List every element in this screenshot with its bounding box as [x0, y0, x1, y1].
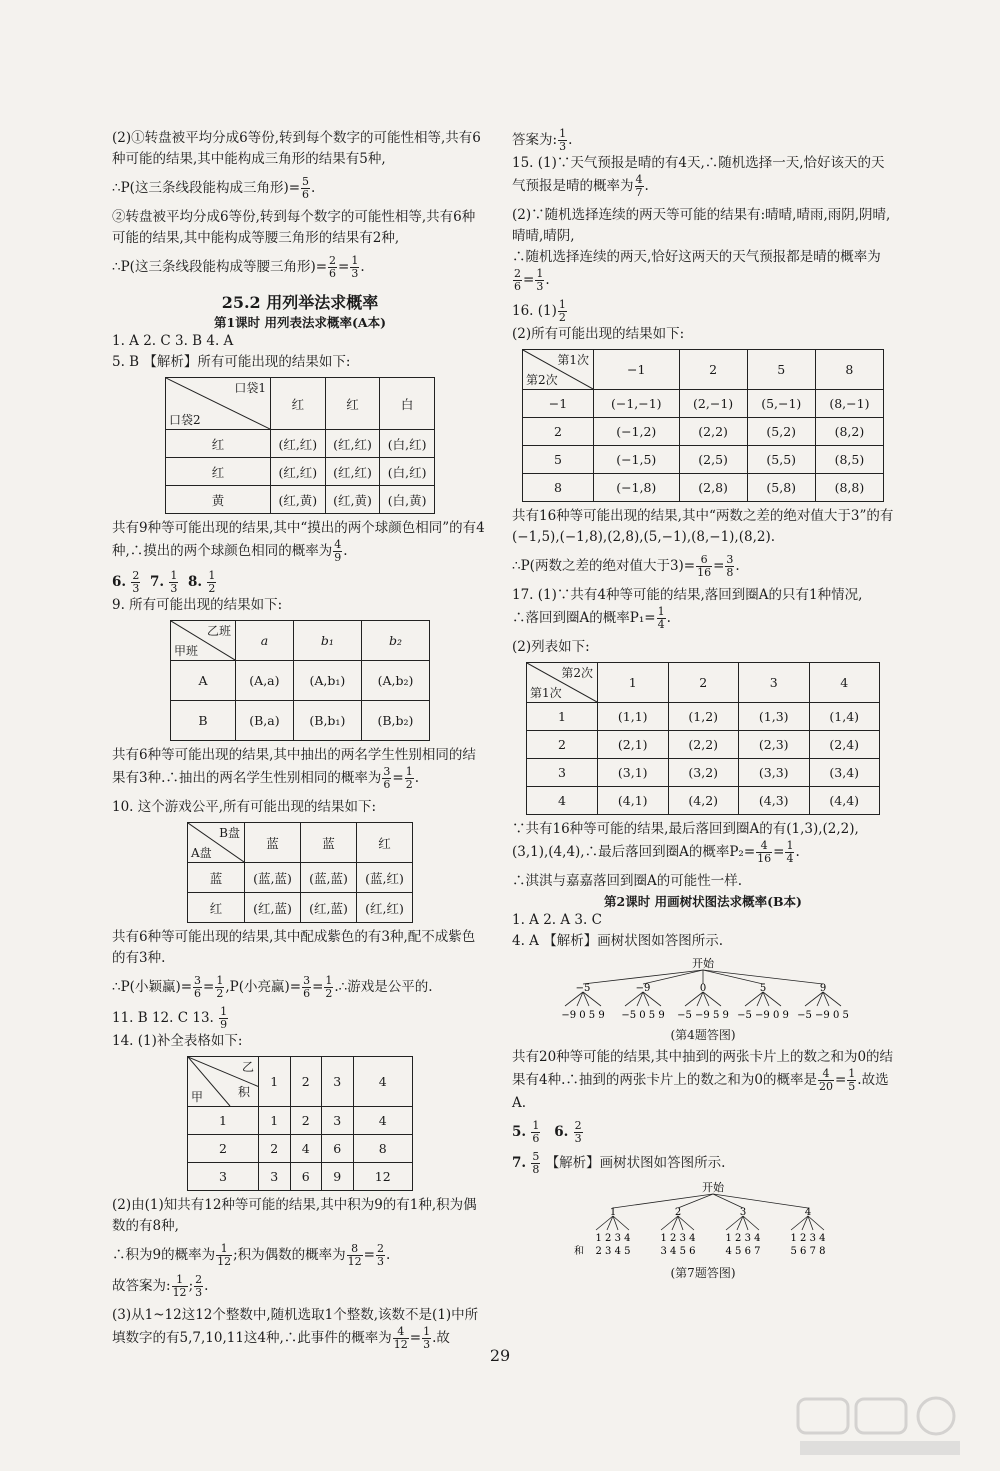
svg-text:−9 0 5 9: −9 0 5 9 [561, 1010, 605, 1021]
q-continuation-3: ②转盘被平均分成6等份,转到每个数字的可能性相等,共有6种可能的结果,其中能构成等腰三角形的结果有2种, [112, 209, 476, 246]
svg-text:−5: −5 [575, 983, 591, 994]
q-continuation-2: ∴P(这三条线段能构成三角形)= $\frac{5}{6}$ . [112, 175, 316, 201]
svg-text:−5 −9 0 5: −5 −9 0 5 [797, 1010, 849, 1021]
answers-1-4: 1. A 2. C 3. B 4. A [112, 333, 234, 349]
svg-text:0: 0 [699, 983, 707, 994]
watermark-logo [790, 1391, 970, 1461]
answer-16-explain: 共有16种等可能出现的结果,其中“两数之差的绝对值大于3”的有(−1,5),(−1,8),(2,8),(5,−1),(8,−1),(8,2). [512, 508, 894, 545]
answer-17-explain: ∵共有16种等可能的结果,最后落回到圈A的有(1,3),(2,2),(3,1),(4,4),∴最后落回到圈A的概率P₂= $\frac{4}{16}$ = $\frac{1}{4}$ . [512, 821, 859, 865]
answer-10-explain: 共有6种等可能出现的结果,其中配成紫色的有3种,配不成紫色的有3种. [112, 929, 476, 966]
svg-text:5 6 7 8: 5 6 7 8 [790, 1246, 826, 1257]
answer-9: 9. 所有可能出现的结果如下: [112, 597, 283, 613]
tree-svg-q4 [553, 956, 853, 1022]
svg-text:−5 −9 0 9: −5 −9 0 9 [737, 1010, 789, 1021]
page-number: 29 [489, 1346, 511, 1365]
answer-16-2: (2)所有可能出现的结果如下: [512, 326, 685, 342]
answer-14-3: (3)从1~12这12个整数中,随机选取1个整数,该数不是(1)中所填数字的有5,7,10,11这4种,∴此事件的概率为 $\frac{4}{12}$ = $\frac{1}{3}$ .故 [112, 1307, 479, 1351]
left-column [112, 128, 488, 1351]
svg-text:4 5 6 7: 4 5 6 7 [725, 1246, 761, 1257]
answers-6-8: 6. $\frac{2}{3}$ 7. $\frac{1}{3}$ 8. $\frac{1}{2}$ [112, 569, 216, 595]
svg-text:5: 5 [759, 983, 767, 994]
svg-text:和: 和 [574, 1246, 584, 1257]
answer-10: 10. 这个游戏公平,所有可能出现的结果如下: [112, 799, 377, 815]
table-q9: 乙班 甲班 a b₁ b₂ A (A,a) (A,b₁) (A,b₂) B (B,a) (B,b₁) (B,b₂) [170, 620, 430, 741]
svg-text:2: 2 [674, 1207, 682, 1218]
svg-text:1: 1 [609, 1207, 617, 1218]
answer-17-conclusion: ∴淇淇与嘉嘉落回到圈A的可能性一样. [512, 873, 743, 889]
answer-10-conclusion: ∴P(小颖赢)= $\frac{3}{6}$ = $\frac{1}{2}$ ,P(小亮赢)= $\frac{3}{6}$ = $\frac{1}{2}$ .∴游戏是公平的. [112, 974, 433, 1000]
table-q5: 口袋1 口袋2 红 红 白 红 (红,红) (红,红) (白,红) 红 (红,红) (红,红) (白,红) 黄 (红,黄) (红,黄) (白,黄) [165, 377, 435, 514]
b-answers-5-6: 5. $\frac{1}{6}$ 6. $\frac{2}{3}$ [512, 1119, 582, 1145]
svg-text:1 2 3 4: 1 2 3 4 [660, 1233, 696, 1244]
tree-diagram-q4 [512, 956, 894, 1043]
answers-11-13: 11. B 12. C 13. $\frac{1}{9}$ [112, 1005, 228, 1031]
b-answer-4: 4. A 【解析】画树状图如答图所示. [512, 933, 724, 949]
table-header-diagonal: 口袋1 口袋2 [166, 378, 271, 430]
table-q16: 第1次 第2次 −1 2 5 8 −1 (−1,−1) (2,−1) (5,−1) (8,−1) 2 (−1,2) (2,2) (5,2) (8,2) 5 (−1,5) (2,5) (5,5) (8,5) 8 (−1,8) (2,8) (5,8) (8,8) [522, 349, 884, 502]
table-q17: 第2次 第1次 1 2 3 4 1 (1,1) (1,2) (1,3) (1,4) 2 (2,1) (2,2) (2,3) (2,4) 3 (3,1) (3,2) (3,3) (3,4) 4 (4,1) (4,2) (4,3) (4,4) [526, 662, 880, 815]
answer-9-explain: 共有6种等可能出现的结果,其中抽出的两名学生性别相同的结果有3种.∴抽出的两名学生性别相同的概率为 $\frac{3}{6}$ = $\frac{1}{2}$ . [112, 747, 476, 791]
answer-16-prob: ∴P(两数之差的绝对值大于3)= $\frac{6}{16}$ = $\frac{3}{8}$ . [512, 553, 740, 579]
svg-text:−9: −9 [635, 983, 651, 994]
table-q14: 乙 积 甲 1 2 3 4 1 1 2 3 4 2 2 4 6 8 3 3 6 9 12 [187, 1056, 413, 1191]
answer-5-explain: 共有9种等可能出现的结果,其中“摸出的两个球颜色相同”的有4种,∴摸出的两个球颜色相同的概率为 $\frac{4}{9}$ . [112, 520, 485, 564]
lesson-title-2: 第2课时 用画树状图法求概率(B本) [604, 894, 802, 909]
tree-svg-q7 [563, 1180, 843, 1260]
answer-14-end: 答案为: $\frac{1}{3}$ . [512, 127, 573, 153]
q-continuation-1: (2)①转盘被平均分成6等份,转到每个数字的可能性相等,共有6种可能的结果,其中能构成三角形的结果有5种, [112, 130, 481, 167]
answer-14-2-final: 故答案为: $\frac{1}{12}$ ; $\frac{2}{3}$ . [112, 1273, 209, 1299]
svg-text:−5 0 5 9: −5 0 5 9 [621, 1010, 665, 1021]
svg-text:1 2 3 4: 1 2 3 4 [725, 1233, 761, 1244]
svg-text:3: 3 [739, 1207, 747, 1218]
answer-5: 5. B 【解析】所有可能出现的结果如下: [112, 354, 351, 370]
answer-15-2-prob: ∴随机选择连续的两天,恰好这两天的天气预报都是晴的概率为 $\frac{2}{6}$ = $\frac{1}{3}$ . [512, 249, 881, 293]
tree-diagram-q7 [512, 1180, 894, 1281]
lesson-title: 第1课时 用列表法求概率(A本) [213, 315, 387, 330]
svg-text:−5 −9 5 9: −5 −9 5 9 [677, 1010, 729, 1021]
tree-caption-q7: (第7题答图) [670, 1266, 736, 1280]
svg-text:开始: 开始 [702, 1181, 724, 1194]
svg-text:4: 4 [804, 1207, 812, 1218]
answer-14: 14. (1)补全表格如下: [112, 1033, 243, 1049]
b-answers-1-3: 1. A 2. A 3. C [512, 912, 602, 928]
b-answer-4-explain: 共有20种等可能的结果,其中抽到的两张卡片上的数之和为0的结果有4种.∴抽到的两张卡片上的数之和为0的概率是 $\frac{4}{20}$ = $\frac{1}{5}$ .故选A. [512, 1049, 894, 1111]
answer-17: 17. (1)∵共有4种等可能的结果,落回到圈A的只有1种情况, [512, 587, 863, 603]
svg-text:2 3 4 5: 2 3 4 5 [595, 1246, 631, 1257]
fraction: $\frac{5}{6}$ [302, 175, 310, 201]
answer-14-2-prob: ∴积为9的概率为 $\frac{1}{12}$ ;积为偶数的概率为 $\frac{8}{12}$ = $\frac{2}{3}$ . [112, 1242, 391, 1268]
answer-15-2: (2)∵随机选择连续的两天等可能的结果有:晴晴,晴雨,雨阴,阴晴,晴晴,晴阴, [512, 207, 891, 244]
svg-text:1 2 3 4: 1 2 3 4 [595, 1233, 631, 1244]
answer-17-2: (2)列表如下: [512, 639, 590, 655]
answer-14-2: (2)由(1)知共有12种等可能的结果,其中积为9的有1种,积为偶数的有8种, [112, 1197, 477, 1234]
table-q10: B盘 A盘 蓝 蓝 红 蓝 (蓝,蓝) (蓝,蓝) (蓝,红) 红 (红,蓝) (红,蓝) (红,红) [187, 822, 413, 923]
tree-caption-q4: (第4题答图) [670, 1028, 736, 1042]
svg-text:3 4 5 6: 3 4 5 6 [660, 1246, 696, 1257]
right-column [512, 128, 894, 1285]
b-answer-7: 7. $\frac{5}{8}$ 【解析】画树状图如答图所示. [512, 1150, 726, 1176]
answer-17-prob: ∴落回到圈A的概率P₁= $\frac{1}{4}$ . [512, 605, 671, 631]
svg-text:9: 9 [819, 983, 827, 994]
q-continuation-4: ∴P(这三条线段能构成等腰三角形)= $\frac{2}{6}$ = $\frac{1}{3}$ . [112, 254, 365, 280]
tree-root: 开始 [692, 957, 714, 970]
answer-15: 15. (1)∵天气预报是晴的有4天,∴随机选择一天,恰好该天的天气预报是晴的概率为 $\frac{4}{7}$ . [512, 155, 885, 199]
section-title: 25.2 用列举法求概率 [221, 293, 379, 312]
answer-16: 16. (1) $\frac{1}{2}$ [512, 298, 566, 324]
svg-text:1 2 3 4: 1 2 3 4 [790, 1233, 826, 1244]
